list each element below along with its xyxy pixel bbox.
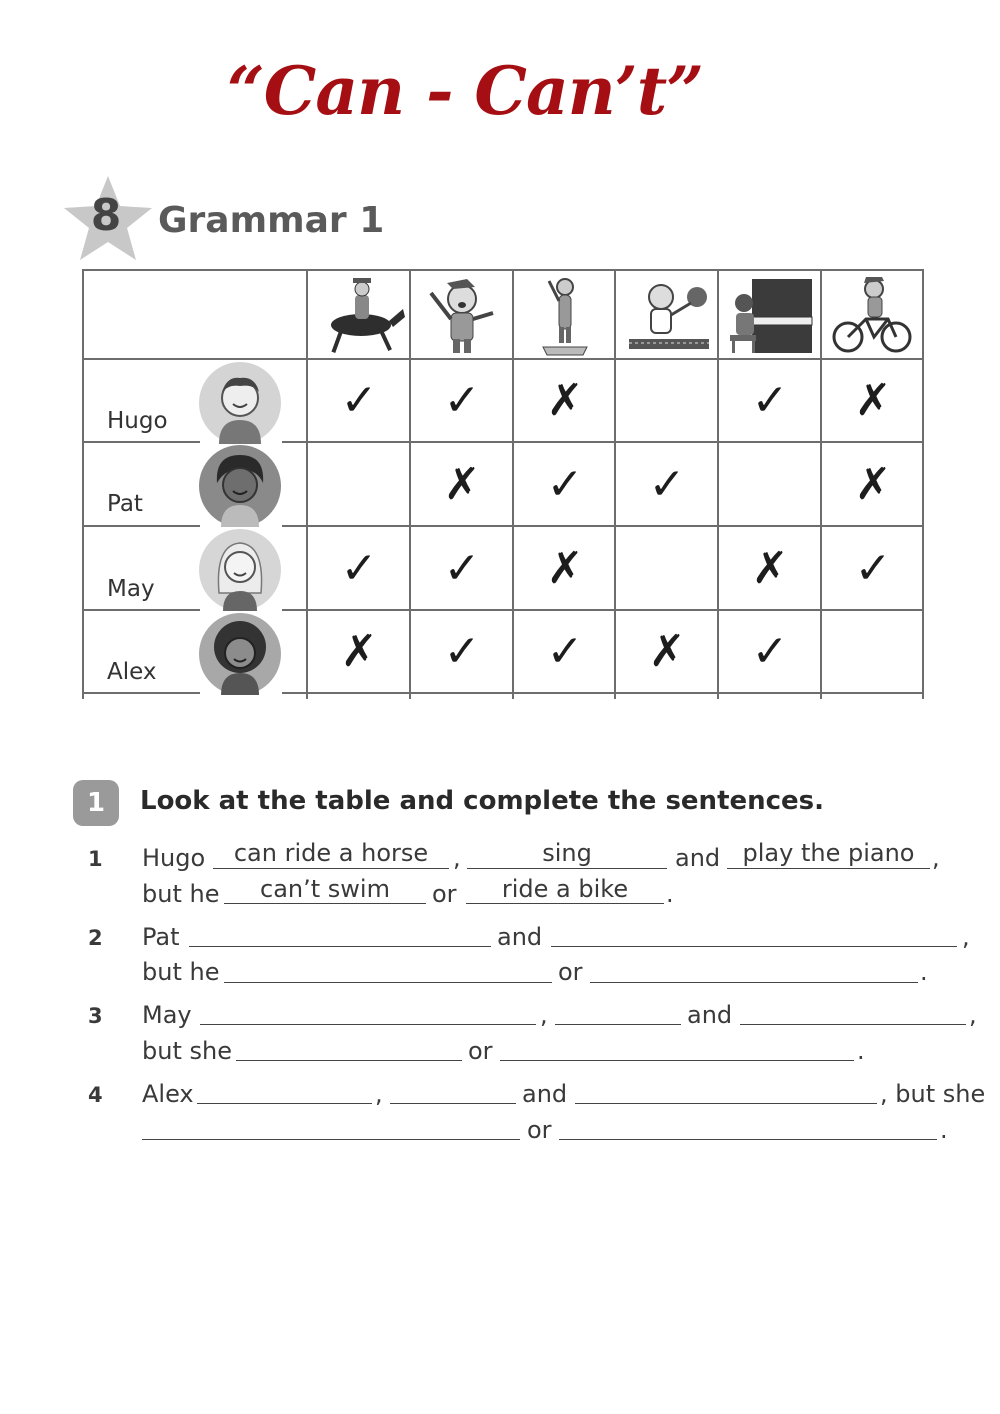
table-row-line [282,441,924,443]
hugo-avatar [197,360,283,446]
item-subject: May [142,1001,192,1029]
mark-alex-swim: ✓ [546,625,584,677]
answer-text: ride a bike [501,875,629,903]
answer-text: can’t swim [260,875,390,903]
answer-blank[interactable] [500,1030,854,1061]
answer-blank[interactable] [575,1073,877,1104]
mark-may-swim: ✗ [546,542,584,594]
mark-alex-ride-horse: ✗ [340,625,378,677]
row-name-alex: Alex [107,659,157,685]
row-name-hugo: Hugo [107,408,168,434]
answer-blank[interactable] [551,916,957,947]
ride-bike-icon [822,271,922,358]
page-title: “Can - Can’t” [226,52,704,130]
answer-blank[interactable] [740,994,966,1025]
or-word: or [558,958,583,986]
or-word: or [432,880,457,908]
mark-alex-bike [822,611,924,691]
answer-blank[interactable] [197,1073,372,1104]
exercise-instruction: Look at the table and complete the sentences. [140,786,825,816]
mark-may-sing: ✓ [443,542,481,594]
play-piano-icon [719,271,820,358]
table-row-line [82,609,200,611]
mark-pat-piano [719,444,821,524]
answer-blank[interactable] [390,1073,516,1104]
mark-pat-sing: ✗ [443,458,481,510]
comma: , [540,1001,548,1029]
answer-blank[interactable] [224,952,552,983]
comma: , [453,844,461,872]
mark-hugo-table-tennis [616,360,718,440]
mark-hugo-piano: ✓ [751,374,789,426]
period: . [666,880,674,908]
period: . [940,1116,948,1144]
item-number: 1 [88,847,103,871]
or-word: or [527,1116,552,1144]
mark-pat-swim: ✓ [546,458,584,510]
and-word: and [687,1001,733,1029]
or-word: or [468,1037,493,1065]
ride-horse-icon [308,271,409,358]
comma: , [932,844,940,872]
pat-avatar [197,443,283,529]
mark-pat-bike: ✗ [854,458,892,510]
mark-may-ride-horse: ✓ [340,542,378,594]
mark-hugo-sing: ✓ [443,374,481,426]
row-name-pat: Pat [107,491,143,517]
answer-blank[interactable] [236,1030,462,1061]
mark-alex-piano: ✓ [751,625,789,677]
table-row-line [282,525,924,527]
exercise-badge: 1 [73,780,119,826]
and-word: and [497,923,543,951]
answer-blank[interactable] [142,1109,520,1140]
answer-blank[interactable] [555,994,681,1025]
mark-alex-table-tennis: ✗ [648,625,686,677]
but-phrase: , but she [880,1080,986,1108]
unit-number: 8 [90,190,122,241]
mark-hugo-bike: ✗ [854,374,892,426]
table-row-line [82,692,200,694]
answer-blank[interactable] [559,1109,937,1140]
play-table-tennis-icon [616,271,717,358]
but-phrase: but he [142,958,220,986]
sing-icon [411,271,512,358]
period: . [857,1037,865,1065]
comma: , [375,1080,383,1108]
mark-may-bike: ✓ [854,542,892,594]
mark-hugo-ride-horse: ✓ [340,374,378,426]
mark-alex-sing: ✓ [443,625,481,677]
swim-icon [514,271,614,358]
table-row-line [82,441,200,443]
and-word: and [675,844,721,872]
mark-pat-ride-horse [308,444,410,524]
mark-pat-table-tennis: ✓ [648,458,686,510]
and-word: and [522,1080,568,1108]
item-subject: Hugo [142,844,206,872]
period: . [920,958,928,986]
may-avatar [197,527,283,613]
item-number: 2 [88,926,103,950]
row-name-may: May [107,576,155,602]
item-subject: Pat [142,923,180,951]
section-title: Grammar 1 [158,200,385,241]
answer-blank[interactable] [590,952,918,983]
mark-may-table-tennis [616,528,718,608]
but-phrase: but she [142,1037,232,1065]
answer-text: sing [542,839,592,867]
comma: , [962,923,970,951]
answer-blank[interactable] [200,994,536,1025]
item-number: 4 [88,1083,103,1107]
table-row-line [82,525,200,527]
item-subject: Alex [142,1080,194,1108]
mark-may-piano: ✗ [751,542,789,594]
table-border-left [82,269,84,699]
table-row-line [282,692,924,694]
answer-text: can ride a horse [233,839,429,867]
mark-hugo-swim: ✗ [546,374,584,426]
alex-avatar [197,611,283,697]
answer-blank[interactable] [189,916,491,947]
comma: , [969,1001,977,1029]
but-phrase: but he [142,880,220,908]
item-number: 3 [88,1004,103,1028]
answer-text: play the piano [742,839,915,867]
